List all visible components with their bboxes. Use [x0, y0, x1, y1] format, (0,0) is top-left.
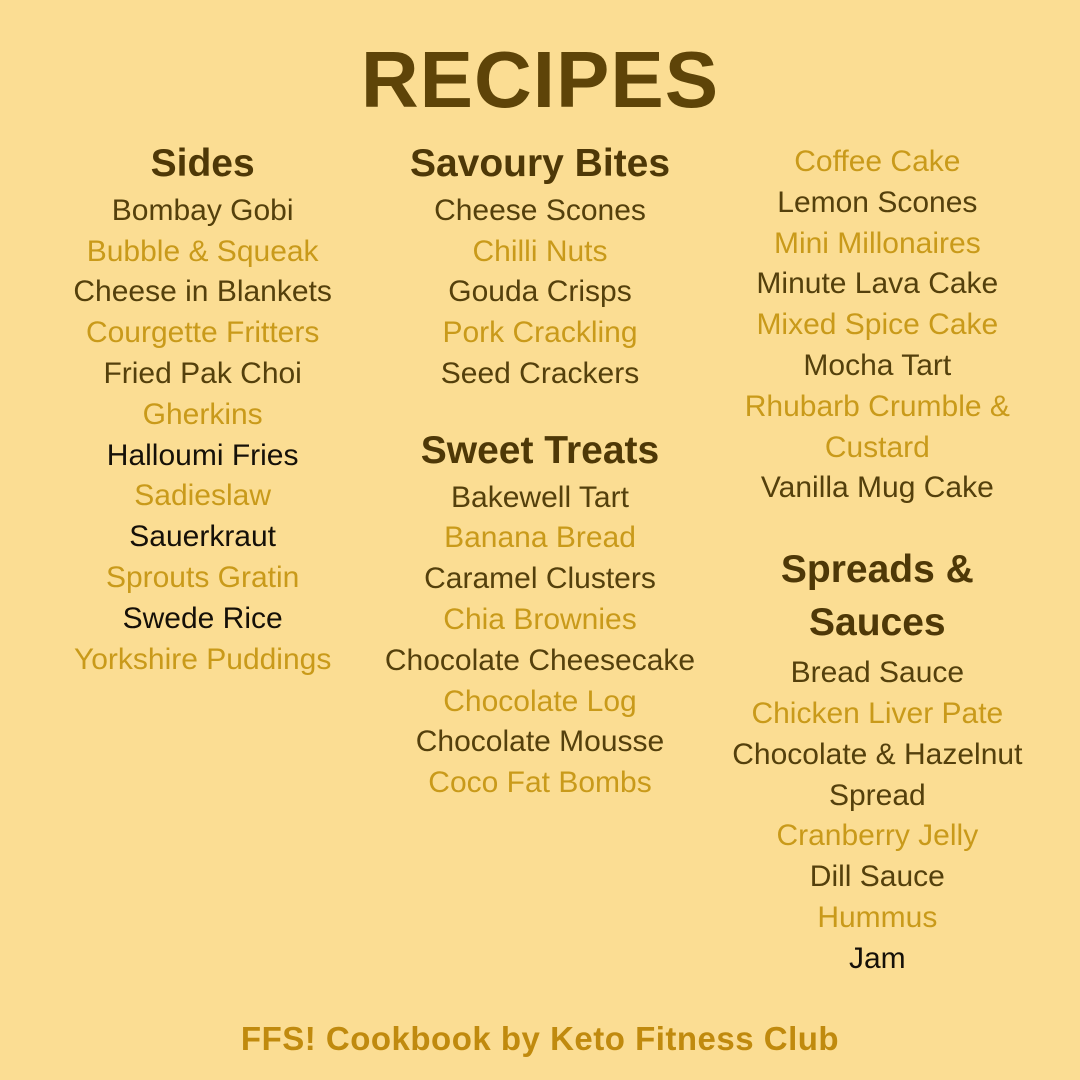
- section-title: Sweet Treats: [420, 428, 660, 472]
- column-middle: [371, 142, 708, 810]
- recipe-item[interactable]: Hummus: [817, 901, 938, 935]
- recipe-item[interactable]: Mocha Tart: [803, 348, 952, 382]
- recipe-item[interactable]: Rhubarb Crumble & Custard: [744, 389, 1010, 464]
- column-left: [34, 142, 371, 686]
- recipe-item[interactable]: Chocolate Log: [443, 684, 637, 718]
- recipe-item[interactable]: Sauerkraut: [129, 520, 277, 554]
- page-title: RECIPES: [360, 35, 720, 124]
- recipe-section: [371, 142, 708, 395]
- recipe-item[interactable]: Cranberry Jelly: [776, 819, 979, 853]
- recipe-item[interactable]: Bakewell Tart: [451, 480, 629, 514]
- column-right: [709, 142, 1046, 986]
- recipe-item[interactable]: Banana Bread: [444, 521, 636, 555]
- recipe-item[interactable]: Gouda Crisps: [448, 275, 632, 309]
- recipe-item[interactable]: Yorkshire Puddings: [73, 642, 332, 676]
- recipe-item[interactable]: Minute Lava Cake: [756, 267, 999, 301]
- recipe-item[interactable]: Seed Crackers: [440, 357, 640, 391]
- recipe-item[interactable]: Cheese in Blankets: [73, 275, 332, 309]
- recipe-item[interactable]: Mixed Spice Cake: [756, 308, 999, 342]
- recipe-section: [709, 142, 1046, 509]
- recipe-item[interactable]: Fried Pak Choi: [103, 357, 302, 391]
- recipe-item[interactable]: Sadieslaw: [134, 479, 272, 513]
- recipe-section: [371, 429, 708, 804]
- section-title: Spreads & Sauces: [780, 548, 974, 645]
- recipe-item[interactable]: Chicken Liver Pate: [751, 697, 1004, 731]
- recipe-item[interactable]: Chia Brownies: [443, 603, 637, 637]
- recipe-item[interactable]: Swede Rice: [122, 601, 283, 635]
- recipe-item[interactable]: Bread Sauce: [790, 656, 965, 690]
- recipe-item[interactable]: Chocolate Cheesecake: [384, 643, 696, 677]
- footer-credit: FFS! Cookbook by Keto Fitness Club: [240, 1020, 840, 1057]
- recipe-item[interactable]: Bubble & Squeak: [86, 234, 319, 268]
- recipe-item[interactable]: Jam: [848, 941, 906, 975]
- recipe-item[interactable]: Mini Millonaires: [773, 226, 981, 260]
- recipe-columns: [0, 124, 1080, 986]
- recipe-item[interactable]: Vanilla Mug Cake: [760, 471, 994, 505]
- recipe-item[interactable]: Caramel Clusters: [424, 562, 656, 596]
- section-title: Sides: [150, 142, 255, 185]
- recipe-item[interactable]: Cheese Scones: [434, 193, 646, 227]
- recipe-section: [709, 543, 1046, 979]
- recipe-item[interactable]: Chocolate Mousse: [415, 725, 665, 759]
- recipe-item[interactable]: Gherkins: [142, 397, 263, 431]
- recipe-item[interactable]: Courgette Fritters: [85, 316, 320, 350]
- recipe-item[interactable]: Pork Crackling: [442, 316, 638, 350]
- recipe-item[interactable]: Coco Fat Bombs: [428, 766, 652, 800]
- recipe-item[interactable]: Bombay Gobi: [111, 193, 294, 227]
- recipe-item[interactable]: Coffee Cake: [794, 145, 961, 178]
- recipe-item[interactable]: Chocolate & Hazelnut Spread: [732, 737, 1023, 812]
- recipe-item[interactable]: Halloumi Fries: [106, 438, 299, 472]
- recipe-item[interactable]: Lemon Scones: [777, 185, 978, 219]
- recipe-item[interactable]: Dill Sauce: [809, 860, 945, 894]
- recipe-item[interactable]: Sprouts Gratin: [105, 561, 300, 595]
- section-title: Savoury Bites: [409, 142, 671, 185]
- recipe-item[interactable]: Chilli Nuts: [472, 234, 608, 268]
- recipe-section: [34, 142, 371, 680]
